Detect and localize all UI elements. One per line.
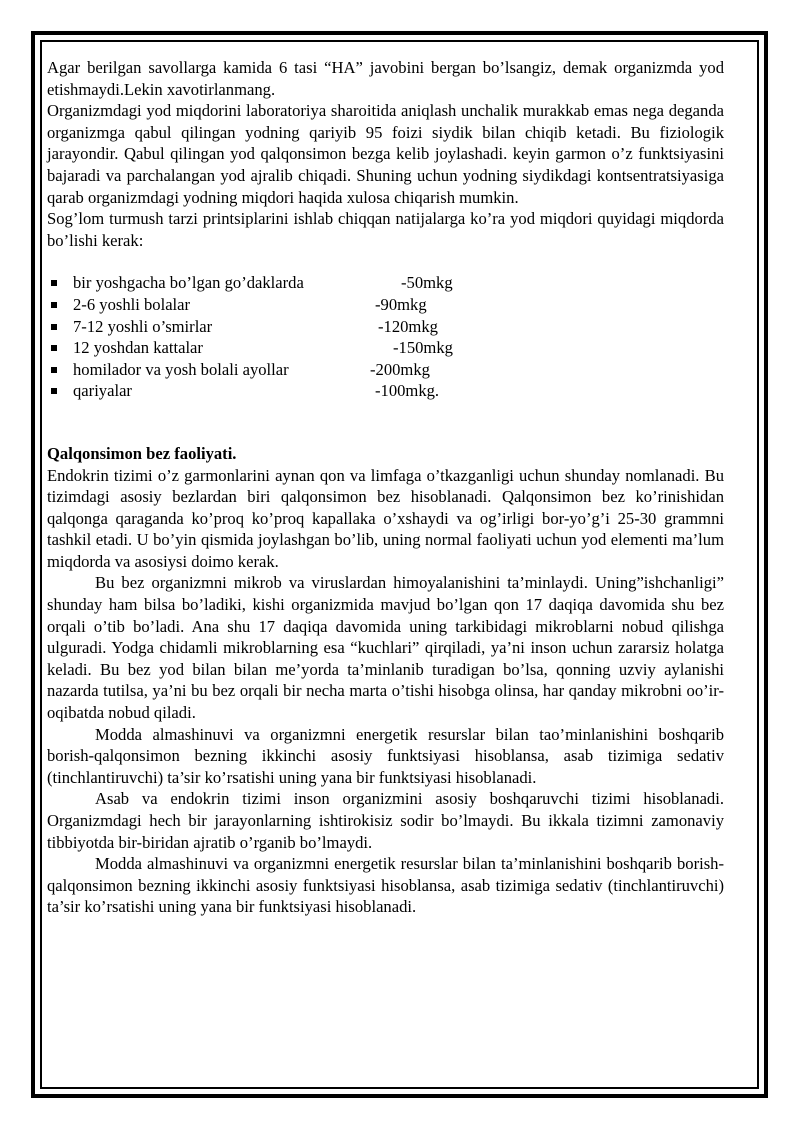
dose-item bbox=[73, 337, 724, 359]
dose-item bbox=[73, 272, 724, 294]
dose-item bbox=[73, 316, 724, 338]
paragraph-immune-function: Bu bez organizmni mikrob va viruslardan himoyalanishini ta’minlaydi. Uning”ishchanligi” shunday ham bilsa bo’ladiki, kishi organizmida mavjud bo’lgan qon 17 daqiqa davomida shu bez orqali o’tib bo’ladi. Ana shu 17 daqiqa davomida uning tarkibidagi mikroblarni nobud qilishga ulguradi. Yodga chidamli mikroblarning esa “kuchlari” qirqiladi, ya’ni inson uchun zararsiz holatga keladi. Bu bez yod bilan bilan me’yorda ta’minlanib turadigan bo’lsa, qonning uzviy aylanishi nazarda tutilsa, ya’ni bu bez orqali bir necha marta o’tishi hisobga olinsa, har qanday mikrobni oo’ir-oqibatda nobud qiladi. bbox=[47, 573, 724, 723]
dose-item bbox=[73, 294, 724, 316]
dose-group-label: 2-6 yoshli bolalar bbox=[73, 294, 191, 314]
dose-group-label: 12 yoshdan kattalar bbox=[73, 338, 203, 358]
paragraph-nervous-system: Asab va endokrin tizimi inson organizmini asosiy boshqaruvchi tizimi hisoblanadi. Organizmdagi hech bir jarayonlarning ishtirokisiz sodir bo’lmaydi. Bu ikkala tizimni zamonaviy tibbiyotda bir-biridan ajratib o’rganib bo’lmaydi. bbox=[47, 789, 724, 852]
dose-item bbox=[73, 380, 724, 402]
dose-value: -200mkg bbox=[370, 359, 430, 379]
dose-group-label: 7-12 yoshli o’smirlar bbox=[73, 316, 213, 336]
paragraph-lab-analysis: Organizmdagi yod miqdorini laboratoriya sharoitida aniqlash unchalik murakkab emas nega deganda organizmga qabul qilingan yodning qariyib 95 foizi siydik bilan chiqib ketadi. Bu fiziologik jarayondir. Qabul qilingan yod qalqonsimon bezga kelib joylashadi. keyin garmon o’z funktsiyasini bajaradi va parchalangan yod ajralib chiqadi. Shuning uchun yodning siydikdagi kontsentratsiyasiga qarab organizmdagi yodning miqdori haqida xulosa chiqarish mumkin. bbox=[47, 101, 724, 207]
dose-value: -120mkg bbox=[378, 316, 438, 336]
paragraph-metabolism: Modda almashinuvi va organizmni energetik resurslar bilan tao’minlanishini boshqarib borish-qalqonsimon bezning ikkinchi asosiy funktsiyasi hisoblansa, asab tizimiga sedativ (tinchlantiruvchi) ta’sir ko’rsatishi uning yana bir funktsiyasi hisoblanadi. bbox=[47, 724, 724, 787]
document-body bbox=[47, 57, 724, 918]
section-title: Qalqonsimon bez faoliyati. bbox=[47, 443, 237, 463]
paragraph-intro: Agar berilgan savollarga kamida 6 tasi “HA” javobini bergan bo’lsangiz, demak organizmda yod etishmaydi.Lekin xavotirlanmang. bbox=[47, 58, 724, 99]
dose-group-label: bir yoshgacha bo’lgan go’daklarda bbox=[73, 273, 304, 293]
paragraph-metabolism-repeat: Modda almashinuvi va organizmni energetik resurslar bilan ta’minlanishini boshqarib borish-qalqonsimon bezning ikkinchi asosiy funktsiyasi hisoblansa, asab tizimiga sedativ (tinchlantiruvchi) ta’sir ko’rsatishi uning yana bir funktsiyasi hisoblanadi. bbox=[47, 854, 724, 917]
dose-value: -90mkg bbox=[375, 294, 427, 314]
dose-value: -50mkg bbox=[401, 273, 453, 293]
dose-group-label: homilador va yosh bolali ayollar bbox=[73, 359, 289, 379]
dose-value: -150mkg bbox=[393, 338, 453, 358]
paragraph-endocrine-system: Endokrin tizimi o’z garmonlarini aynan qon va limfaga o’tkazganligi uchun shunday nomlanadi. Bu tizimdagi asosiy bezlardan biri qalqonsimon bez hisoblanadi. Qalqonsimon bez ko’rinishidan qalqonga qaraganda ko’proq ko’proq kapallaka o’xshaydi va og’irligi bor-yo’g’i 25-30 grammni tashkil etadi. U bo’yin qismida joylashgan bo’lib, uning normal faoliyati uchun yod elementi ma’lum miqdorda va asosiysi doimo kerak. bbox=[47, 465, 724, 571]
dose-group-label: qariyalar bbox=[73, 381, 132, 401]
iodine-dose-list bbox=[47, 272, 724, 402]
paragraph-norms-intro: Sog’lom turmush tarzi printsiplarini ishlab chiqqan natijalarga ko’ra yod miqdori quyidagi miqdorda bo’lishi kerak: bbox=[47, 209, 724, 250]
dose-item bbox=[73, 359, 724, 381]
dose-value: -100mkg. bbox=[375, 381, 440, 401]
